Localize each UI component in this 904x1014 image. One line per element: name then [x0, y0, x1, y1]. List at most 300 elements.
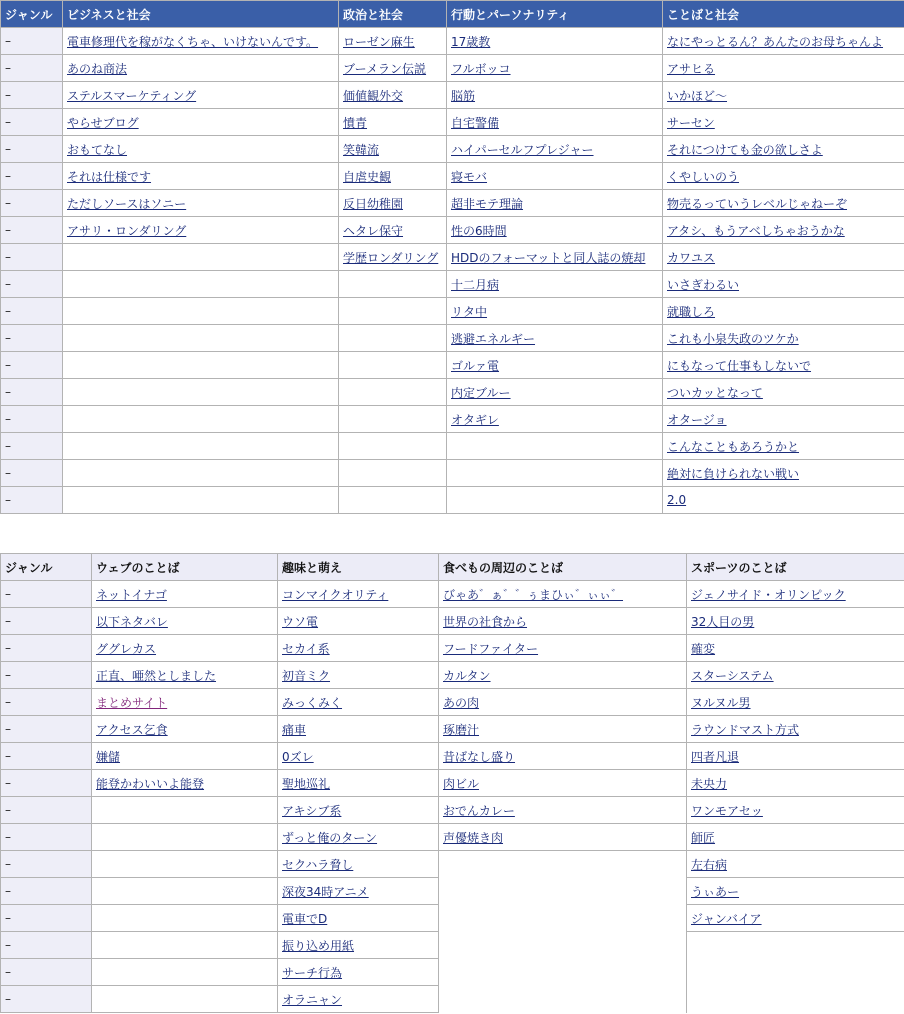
term-link[interactable]: ワンモアセッ: [691, 803, 763, 818]
table-cell: [663, 190, 904, 217]
row-marker: –: [1, 608, 92, 635]
table-cell: [278, 959, 439, 986]
table-row: [1, 581, 904, 608]
term-link[interactable]: アサリ・ロンダリング: [67, 223, 187, 238]
table-cell: [447, 190, 663, 217]
table-cell: [439, 932, 687, 959]
term-link[interactable]: オタージョ: [667, 412, 727, 427]
table-cell: [663, 271, 904, 298]
table-cell: [63, 433, 339, 460]
row-marker: –: [1, 190, 63, 217]
table-cell: [447, 325, 663, 352]
term-link[interactable]: ゴルァ電: [451, 358, 500, 373]
row-marker: –: [1, 136, 63, 163]
term-link[interactable]: 絶対に負けられない戦い: [667, 466, 800, 481]
row-marker: –: [1, 271, 63, 298]
table-cell: [278, 743, 439, 770]
table-cell: [339, 55, 447, 82]
term-link[interactable]: おもてなし: [67, 142, 128, 157]
term-link[interactable]: 正直、唖然としました: [96, 668, 217, 683]
term-link[interactable]: カワユス: [667, 250, 716, 265]
term-link[interactable]: アタシ、もうアベしちゃおうかな: [667, 223, 845, 238]
table-row: [1, 797, 904, 824]
table-cell: [63, 82, 339, 109]
table-cell: [339, 406, 447, 433]
table-cell: [663, 28, 904, 55]
term-link[interactable]: 昔ばなし盛り: [443, 749, 516, 764]
table-cell: [447, 163, 663, 190]
row-marker: –: [1, 460, 63, 487]
term-link[interactable]: 憤青: [343, 115, 368, 130]
term-link[interactable]: 価値観外交: [343, 88, 404, 103]
table-row: [1, 406, 904, 433]
table-cell: [447, 55, 663, 82]
table-cell: [92, 797, 278, 824]
term-link[interactable]: カルタン: [443, 668, 491, 683]
term-link[interactable]: いさぎわるい: [667, 277, 740, 292]
column-header: ジャンル: [1, 1, 63, 28]
term-link[interactable]: ハイパーセルフプレジャー: [451, 142, 594, 157]
term-link[interactable]: フードファイター: [443, 641, 539, 656]
row-marker: –: [1, 163, 63, 190]
row-marker: –: [1, 743, 92, 770]
table-row: [1, 55, 904, 82]
table-cell: [447, 217, 663, 244]
table-row: [1, 217, 904, 244]
table-row: [1, 298, 904, 325]
table-cell: [92, 662, 278, 689]
table-cell: [339, 433, 447, 460]
table-cell: [663, 379, 904, 406]
table-cell: [63, 379, 339, 406]
term-link[interactable]: おでんカレー: [443, 803, 515, 818]
table-row: [1, 163, 904, 190]
term-link[interactable]: まとめサイト: [96, 695, 168, 710]
table-cell: [663, 352, 904, 379]
table-cell: [447, 487, 663, 514]
table-cell: [278, 851, 439, 878]
table-cell: [447, 379, 663, 406]
term-link[interactable]: フルボッコ: [451, 61, 511, 76]
table-cell: [447, 433, 663, 460]
column-header: ことばと社会: [663, 1, 904, 28]
row-marker: –: [1, 379, 63, 406]
table-cell: [339, 190, 447, 217]
table-cell: [278, 797, 439, 824]
table-row: [1, 770, 904, 797]
term-link[interactable]: 笑韓流: [343, 142, 380, 157]
term-link[interactable]: ウソ電: [282, 614, 319, 629]
term-link[interactable]: 未央力: [691, 776, 728, 791]
table-cell: [663, 244, 904, 271]
row-marker: –: [1, 244, 63, 271]
table-cell: [63, 352, 339, 379]
term-link[interactable]: スターシステム: [691, 668, 774, 683]
table-cell: [92, 959, 278, 986]
term-link[interactable]: やらせブログ: [67, 115, 139, 130]
column-header: ウェブのことば: [92, 554, 278, 581]
term-link[interactable]: 肉ビル: [443, 776, 480, 791]
table-cell: [439, 959, 687, 986]
table-cell: [663, 460, 904, 487]
column-header: 行動とパーソナリティ: [447, 1, 663, 28]
table-cell: [339, 460, 447, 487]
column-header: 食べもの周辺のことば: [439, 554, 687, 581]
table-cell: [63, 109, 339, 136]
term-link[interactable]: 振り込め用紙: [282, 938, 355, 953]
table-cell: [447, 352, 663, 379]
table-row: [1, 433, 904, 460]
row-marker: –: [1, 325, 63, 352]
table-cell: [687, 797, 904, 824]
table-cell: [278, 581, 439, 608]
table-row: [1, 271, 904, 298]
row-marker: –: [1, 662, 92, 689]
term-link[interactable]: 痛車: [282, 722, 307, 737]
table-cell: [447, 271, 663, 298]
term-link[interactable]: ローゼン麻生: [343, 34, 415, 49]
term-link[interactable]: うぃあー: [691, 884, 740, 899]
term-link[interactable]: 寝モバ: [451, 169, 488, 184]
table-row: [1, 824, 904, 851]
term-link[interactable]: それは仕様です: [67, 169, 152, 184]
table-cell: [447, 460, 663, 487]
term-link[interactable]: オラニャン: [282, 992, 343, 1007]
term-link[interactable]: 就職しろ: [667, 304, 716, 319]
term-link[interactable]: 電車でD: [282, 911, 328, 926]
table-cell: [439, 635, 687, 662]
table-cell: [63, 163, 339, 190]
term-link[interactable]: 四者凡退: [691, 749, 740, 764]
row-marker: –: [1, 932, 92, 959]
table-cell: [663, 298, 904, 325]
term-link[interactable]: サーチ行為: [282, 965, 343, 980]
table-cell: [439, 662, 687, 689]
term-link[interactable]: 能登かわいいよ能登: [96, 776, 205, 791]
term-link[interactable]: ググレカス: [96, 641, 157, 656]
table-cell: [663, 55, 904, 82]
table-cell: [339, 109, 447, 136]
table-cell: [687, 662, 904, 689]
table-cell: [687, 770, 904, 797]
table-row: [1, 986, 904, 1013]
term-link[interactable]: 電車修理代を稼がなくちゃ、いけないんです。: [67, 34, 319, 49]
term-link[interactable]: ブーメラン伝説: [343, 61, 427, 76]
table-row: [1, 136, 904, 163]
table-cell: [278, 986, 439, 1013]
row-marker: –: [1, 487, 63, 514]
term-link[interactable]: ただしソースはソニー: [67, 196, 187, 211]
term-link[interactable]: ヌルヌル男: [691, 695, 751, 710]
term-link[interactable]: ジェノサイド・オリンピック: [691, 587, 846, 602]
table-cell: [447, 28, 663, 55]
table-row: [1, 487, 904, 514]
table-cell: [687, 716, 904, 743]
table-cell: [278, 716, 439, 743]
term-link[interactable]: 性の6時間: [451, 223, 507, 238]
row-marker: –: [1, 298, 63, 325]
term-link[interactable]: こんなこともあろうかと: [667, 439, 800, 454]
table-cell: [278, 608, 439, 635]
table-cell: [687, 986, 904, 1013]
row-marker: –: [1, 689, 92, 716]
term-link[interactable]: 初音ミク: [282, 668, 331, 683]
table-cell: [63, 271, 339, 298]
column-header: スポーツのことば: [687, 554, 904, 581]
table-cell: [687, 743, 904, 770]
term-link[interactable]: それにつけても金の欲しさよ: [667, 142, 823, 157]
table-cell: [447, 244, 663, 271]
table-cell: [92, 932, 278, 959]
term-link[interactable]: 声優焼き肉: [443, 830, 504, 845]
table-cell: [63, 28, 339, 55]
term-link[interactable]: 自虐史観: [343, 169, 392, 184]
table-cell: [339, 244, 447, 271]
row-marker: –: [1, 352, 63, 379]
table-row: [1, 460, 904, 487]
term-link[interactable]: アクセス乞食: [96, 722, 168, 737]
table-cell: [63, 460, 339, 487]
table-cell: [339, 487, 447, 514]
row-marker: –: [1, 82, 63, 109]
term-link[interactable]: ずっと俺のターン: [282, 830, 378, 845]
table-cell: [663, 109, 904, 136]
table-cell: [687, 689, 904, 716]
term-link[interactable]: セクハラ脅し: [282, 857, 354, 872]
table-cell: [439, 608, 687, 635]
term-link[interactable]: 逃避エネルギー: [451, 331, 536, 346]
table-cell: [663, 325, 904, 352]
term-link[interactable]: 0ズレ: [282, 749, 314, 764]
term-link[interactable]: ついカッとなって: [667, 385, 763, 400]
table-cell: [687, 959, 904, 986]
term-link[interactable]: 物売るっていうレベルじゃねーぞ: [667, 196, 848, 211]
row-marker: –: [1, 109, 63, 136]
table-cell: [439, 905, 687, 932]
table-cell: [663, 217, 904, 244]
table-row: [1, 379, 904, 406]
table-cell: [439, 770, 687, 797]
table-row: [1, 716, 904, 743]
term-link[interactable]: くやしいのう: [667, 169, 740, 184]
table-cell: [663, 487, 904, 514]
row-marker: –: [1, 55, 63, 82]
table-cell: [663, 163, 904, 190]
table-row: [1, 352, 904, 379]
row-marker: –: [1, 406, 63, 433]
term-link[interactable]: 師匠: [691, 830, 716, 845]
table-cell: [278, 932, 439, 959]
table-cell: [447, 406, 663, 433]
term-link[interactable]: 左右病: [691, 857, 728, 872]
table-cell: [339, 217, 447, 244]
term-link[interactable]: 自宅警備: [451, 115, 500, 130]
row-marker: –: [1, 433, 63, 460]
table-cell: [447, 82, 663, 109]
row-marker: –: [1, 797, 92, 824]
column-header: ビジネスと社会: [63, 1, 339, 28]
term-link[interactable]: 世界の社食から: [443, 614, 528, 629]
table-cell: [63, 136, 339, 163]
table-cell: [92, 581, 278, 608]
table-cell: [92, 743, 278, 770]
term-link[interactable]: 深夜34時アニメ: [282, 884, 369, 899]
table-row: [1, 959, 904, 986]
table-cell: [278, 905, 439, 932]
term-link[interactable]: ジャンバイア: [691, 911, 762, 926]
table-row: [1, 878, 904, 905]
table-row: [1, 932, 904, 959]
row-marker: –: [1, 986, 92, 1013]
term-link[interactable]: アキシブ系: [282, 803, 342, 818]
table-cell: [439, 716, 687, 743]
term-link[interactable]: 内定ブルー: [451, 385, 511, 400]
column-header: 趣味と萌え: [278, 554, 439, 581]
genre-table-2: [0, 553, 904, 1013]
table-cell: [339, 28, 447, 55]
term-link[interactable]: 反日幼稚園: [343, 196, 404, 211]
table-cell: [92, 851, 278, 878]
row-marker: –: [1, 581, 92, 608]
table-row: [1, 244, 904, 271]
term-link[interactable]: みっくみく: [282, 695, 343, 710]
table-cell: [687, 581, 904, 608]
term-link[interactable]: あのね商法: [67, 61, 128, 76]
table-cell: [447, 298, 663, 325]
term-link[interactable]: HDDのフォーマットと同人誌の焼却: [451, 250, 646, 265]
table-cell: [339, 379, 447, 406]
term-link[interactable]: 聖地巡礼: [282, 776, 331, 791]
table-cell: [63, 406, 339, 433]
table-cell: [439, 797, 687, 824]
term-link[interactable]: いかほど〜: [667, 88, 728, 103]
table-row: [1, 689, 904, 716]
table-cell: [278, 770, 439, 797]
term-link[interactable]: 32人目の男: [691, 614, 755, 629]
term-link[interactable]: あの肉: [443, 695, 480, 710]
table-cell: [92, 608, 278, 635]
table-cell: [278, 662, 439, 689]
table-row: [1, 635, 904, 662]
table-cell: [687, 878, 904, 905]
table-cell: [663, 433, 904, 460]
row-marker: –: [1, 959, 92, 986]
term-link[interactable]: 2.0: [667, 493, 687, 507]
term-link[interactable]: オタギレ: [451, 412, 499, 427]
table-cell: [339, 163, 447, 190]
term-link[interactable]: ヘタレ保守: [343, 223, 404, 238]
table-cell: [687, 932, 904, 959]
table-row: [1, 28, 904, 55]
term-link[interactable]: にもなって仕事もしないで: [667, 358, 812, 373]
row-marker: –: [1, 217, 63, 244]
table-cell: [92, 986, 278, 1013]
table-cell: [92, 905, 278, 932]
table-cell: [687, 608, 904, 635]
term-link[interactable]: 以下ネタバレ: [96, 614, 168, 629]
table-cell: [447, 136, 663, 163]
table-cell: [339, 325, 447, 352]
term-link[interactable]: リタ中: [451, 304, 488, 319]
row-marker: –: [1, 635, 92, 662]
term-link[interactable]: 脳筋: [451, 88, 476, 103]
table-cell: [63, 190, 339, 217]
table-row: [1, 325, 904, 352]
table-cell: [92, 716, 278, 743]
table-cell: [92, 770, 278, 797]
table-cell: [278, 878, 439, 905]
term-link[interactable]: なにやっとるん？あんたのお母ちゃんよ: [667, 34, 884, 49]
term-link[interactable]: サーセン: [667, 115, 715, 130]
table-cell: [339, 352, 447, 379]
table-cell: [439, 581, 687, 608]
table-row: [1, 662, 904, 689]
row-marker: –: [1, 851, 92, 878]
table-cell: [687, 851, 904, 878]
table-cell: [63, 217, 339, 244]
table-row: [1, 905, 904, 932]
table-cell: [92, 689, 278, 716]
table-cell: [439, 878, 687, 905]
row-marker: –: [1, 878, 92, 905]
table-row: [1, 190, 904, 217]
term-link[interactable]: これも小泉失政のツケか: [667, 331, 799, 346]
table-row: [1, 608, 904, 635]
table-cell: [92, 824, 278, 851]
table-cell: [439, 824, 687, 851]
table-cell: [663, 406, 904, 433]
table-cell: [687, 824, 904, 851]
table-cell: [92, 635, 278, 662]
table-cell: [63, 298, 339, 325]
table-cell: [63, 325, 339, 352]
table-cell: [92, 878, 278, 905]
term-link[interactable]: 超非モテ理論: [451, 196, 524, 211]
table-row: [1, 743, 904, 770]
table-cell: [447, 109, 663, 136]
term-link[interactable]: ラウンドマスト方式: [691, 722, 800, 737]
table-cell: [63, 487, 339, 514]
term-link[interactable]: 学歴ロンダリング: [343, 250, 439, 265]
table-cell: [63, 55, 339, 82]
table-cell: [63, 244, 339, 271]
table-cell: [663, 136, 904, 163]
term-link[interactable]: セカイ系: [282, 641, 330, 656]
term-link[interactable]: ネットイナゴ: [96, 587, 167, 602]
table-cell: [339, 271, 447, 298]
table-cell: [339, 82, 447, 109]
term-link[interactable]: 琢磨汁: [443, 722, 480, 737]
table-row: [1, 82, 904, 109]
table-cell: [439, 851, 687, 878]
term-link[interactable]: 17歳教: [451, 34, 491, 49]
table-cell: [687, 905, 904, 932]
term-link[interactable]: 確変: [691, 641, 716, 656]
term-link[interactable]: ステルスマーケティング: [67, 88, 197, 103]
term-link[interactable]: びゃあ゛ぁ゛゛ぅまひぃ゛ぃぃ゛: [443, 587, 624, 602]
table-cell: [339, 298, 447, 325]
row-marker: –: [1, 28, 63, 55]
table-row: [1, 109, 904, 136]
term-link[interactable]: 十二月病: [451, 277, 500, 292]
term-link[interactable]: 嫌儲: [96, 749, 121, 764]
row-marker: –: [1, 716, 92, 743]
table-cell: [439, 986, 687, 1013]
term-link[interactable]: アサヒる: [667, 61, 716, 76]
table-cell: [278, 824, 439, 851]
term-link[interactable]: コンマイクオリティ: [282, 587, 389, 602]
row-marker: –: [1, 905, 92, 932]
